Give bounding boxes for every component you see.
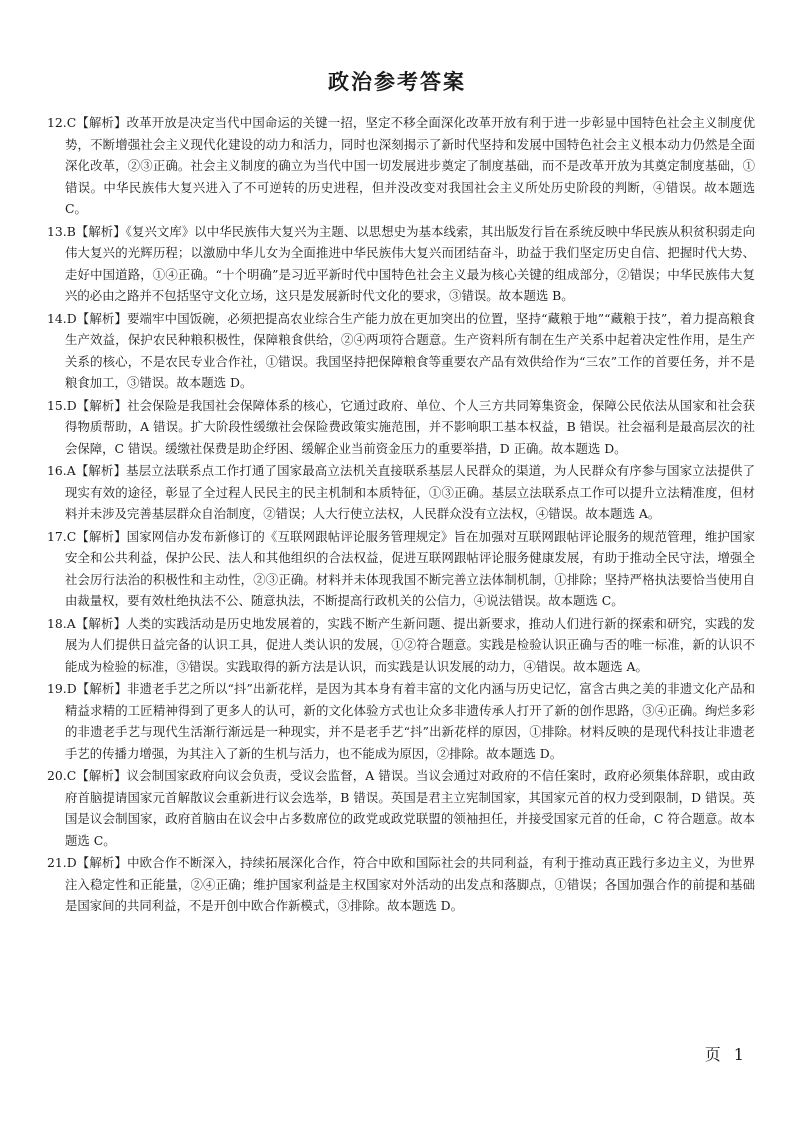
analysis-tag: 【解析】 — [76, 397, 128, 413]
analysis-tag: 【解析】 — [76, 310, 127, 326]
analysis-tag: 【解析】 — [76, 528, 127, 544]
answer-list — [47, 112, 755, 918]
answer-item — [47, 765, 755, 851]
answer-number: 21.D — [47, 855, 77, 870]
answer-item — [47, 852, 755, 917]
answer-item — [47, 308, 755, 394]
answer-number: 18.A — [47, 615, 76, 631]
answer-number: 20.C — [47, 768, 77, 783]
answer-text: 社会保险是我国社会保障体系的核心，它通过政府、单位、个人三方共同筹集资金，保障公民依法从国家和社会获得物质帮助，A 错误。扩大阶段性缓缴社会保险费政策实施范围，并不影响职工基本权益，B 错误。社会福利是最高层次的社会保障，C 错误。缓缴社保费是助企纾困、缓解企业当前资金压力的重要举措，D 正确。故本题选 D。 — [65, 397, 756, 456]
answer-text: 《复兴文库》以中华民族伟大复兴为主题、以思想史为基本线索，其出版发行旨在系统反映中华民族从积贫积弱走向伟大复兴的光辉历程；以激励中华儿女为全面推进中华民族伟大复兴而团结奋斗，助益于我们坚定历史自信、把握时代大势、走好中国道路，①④正确。“十个明确”是习近平新时代中国特色社会主义最为核心关键的组成部分，②错误；中华民族伟大复兴的必由之路并不包括坚守文化立场，这只是发展新时代文化的要求，③错误。故本题选 B。 — [65, 223, 755, 303]
answer-item — [47, 460, 755, 525]
answer-number: 14.D — [47, 310, 77, 326]
analysis-tag: 【解析】 — [76, 855, 128, 870]
analysis-tag: 【解析】 — [76, 115, 127, 130]
answer-number: 13.B — [47, 223, 76, 239]
answer-number: 15.D — [47, 397, 77, 413]
answer-text: 议会制国家政府向议会负责，受议会监督，A 错误。当议会通过对政府的不信任案时，政府必须集体辞职，或由政府首脑提请国家元首解散议会重新进行议会选举，B 错误。英国是君主立宪制国家，其国家元首的权力受到限制，D 错误。英国是议会制国家，政府首脑由在议会中占多数席位的政党或政党联盟的领袖担任，并接受国家元首的任命，C 符合题意。故本题选 C。 — [65, 768, 756, 848]
answer-text: 要端牢中国饭碗，必须把提高农业综合生产能力放在更加突出的位置，坚持“藏粮于地”“藏粮于技”，着力提高粮食生产效益，保护农民种粮积极性，保障粮食供给，②④两项符合题意。生产资料所有制在生产关系中起着决定性作用，是生产关系的核心，不是农民专业合作社，①错误。我国坚持把保障粮食等重要农产品有效供给作为“三农”工作的首要任务，并不是粮食加工，③错误。故本题选 D。 — [65, 310, 755, 390]
analysis-tag: 【解析】 — [75, 223, 126, 239]
page-title: 政治参考答案 — [328, 69, 466, 94]
answer-item — [47, 526, 755, 612]
answer-text: 国家网信办发布新修订的《互联网跟帖评论服务管理规定》旨在加强对互联网跟帖评论服务的规范管理，维护国家安全和公共利益，保护公民、法人和其他组织的合法权益，促进互联网跟帖评论服务健康发展，有助于推动全民守法，增强全社会厉行法治的积极性和主动性，②③正确。材料并未体现我国不断完善立法体制机制，①排除；坚持严格执法要恰当使用自由裁量权，要有效杜绝执法不公、随意执法，不断提高行政机关的公信力，④说法错误。故本题选 C。 — [65, 528, 756, 608]
analysis-tag: 【解析】 — [76, 768, 127, 783]
answer-text: 改革开放是决定当代中国命运的关键一招，坚定不移全面深化改革开放有利于进一步彰显中国特色社会主义制度优势，不断增强社会主义现代化建设的动力和活力，同时也深刻揭示了新时代坚持和发展中国特色社会主义根本动力仍然是全面深化改革，②③正确。社会主义制度的确立为当代中国一切发展进步奠定了制度基础，而不是改革开放为其奠定制度基础，①错误。中华民族伟大复兴进入了不可逆转的历史进程，但并没改变对我国社会主义所处历史阶段的判断，④错误。故本题选 C。 — [65, 115, 756, 216]
answer-number: 16.A — [47, 463, 76, 478]
answer-item — [47, 221, 755, 307]
answer-text: 非遗老手艺之所以“抖”出新花样，是因为其本身有着丰富的文化内涵与历史记忆，富含古典之美的非遗文化产品和精益求精的工匠精神得到了更多人的认可，新的文化体验方式也让众多非遗传承人打开了新的创作思路，③④正确。绚烂多彩的非遗老手艺与现代生活渐行渐远是一种现实，并不是老手艺“抖”出新花样的原因，①排除。材料反映的是现代科技让非遗老手艺的传播力增强，为其注入了新的生机与活力，也不能成为原因，②排除。故本题选 D。 — [65, 681, 756, 761]
answer-number: 17.C — [47, 528, 77, 544]
analysis-tag: 【解析】 — [76, 681, 128, 696]
analysis-tag: 【解析】 — [75, 615, 127, 631]
answer-item — [47, 678, 755, 764]
answer-number: 12.C — [47, 115, 77, 130]
answer-item — [47, 395, 755, 460]
answer-text: 人类的实践活动是历史地发展着的，实践不断产生新问题、提出新要求，推动人们进行新的探索和研究，实践的发展为人们提供日益完备的认识工具，促进人类认识的发展，①②符合题意。实践是检验认识正确与否的唯一标准，新的认识不能成为检验的标准，③错误。实践取得的新方法是认识，而实践是认识发展的动力，④错误。故本题选 A。 — [65, 615, 756, 674]
answer-text: 中欧合作不断深入，持续拓展深化合作，符合中欧和国际社会的共同利益，有利于推动真正践行多边主义，为世界注入稳定性和正能量，②④正确；维护国家利益是主权国家对外活动的出发点和落脚点，①错误；各国加强合作的前提和基础是国家间的共同利益，不是开创中欧合作新模式，③排除。故本题选 D。 — [65, 855, 756, 913]
answer-text: 基层立法联系点工作打通了国家最高立法机关直接联系基层人民群众的渠道，为人民群众有序参与国家立法提供了现实有效的途径，彰显了全过程人民民主的民主机制和本质特征，①③正确。基层立法联系点工作可以提升立法精准度，但材料并未涉及完善基层群众自治制度，②错误；人大行使立法权，人民群众没有立法权，④错误。故本题选 A。 — [65, 463, 756, 521]
page-number: 页 1 — [704, 1045, 748, 1064]
answer-item — [47, 613, 755, 678]
analysis-tag: 【解析】 — [75, 463, 127, 478]
answer-item — [47, 112, 755, 220]
answer-number: 19.D — [47, 681, 77, 696]
